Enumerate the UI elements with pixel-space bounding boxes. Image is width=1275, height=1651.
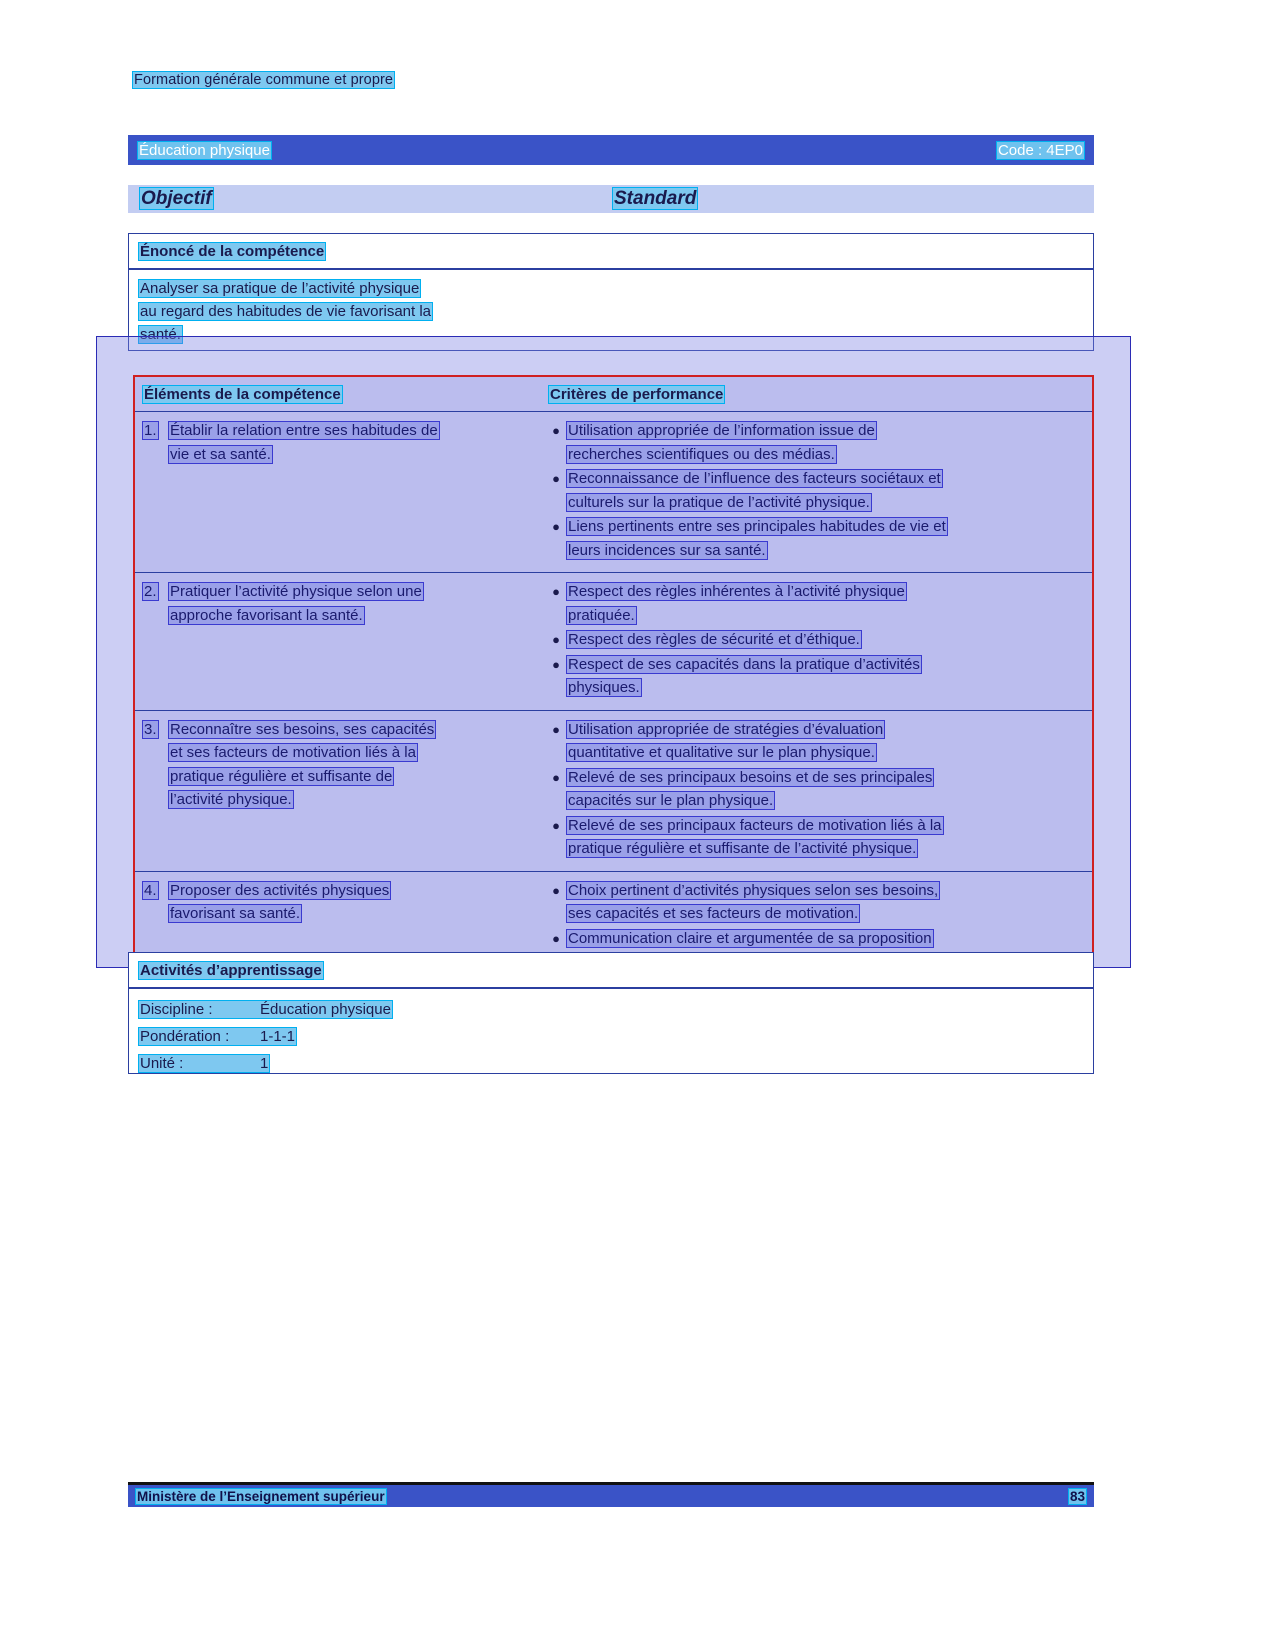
- criterion-line-text: Communication claire et argumentée de sa proposition: [568, 929, 932, 947]
- activites-key: Unité :: [140, 1055, 184, 1072]
- element-item: [143, 718, 533, 812]
- element-cell: [135, 573, 541, 710]
- table-row: [135, 573, 1092, 711]
- standard-heading-text: Standard: [614, 188, 697, 209]
- activites-row-text: [139, 1001, 392, 1018]
- element-cell: [135, 711, 541, 871]
- criterion-line-text: recherches scientifiques ou des médias.: [568, 445, 835, 463]
- criterion-text: [567, 814, 943, 861]
- course-code-text: Code : 4EP0: [997, 141, 1083, 159]
- activites-key: Discipline :: [140, 1001, 213, 1018]
- enonce-line-text: santé.: [140, 326, 181, 343]
- table-header-elements: [135, 386, 541, 403]
- course-title-bar: [128, 135, 1094, 165]
- criterion-line-text: Respect des règles inhérentes à l’activité physique: [568, 583, 905, 600]
- criterion-line-text: Relevé de ses principaux besoins et de ses principales: [568, 768, 933, 786]
- activites-row: [139, 996, 1083, 1023]
- footer-page-number-text: 83: [1069, 1488, 1085, 1504]
- criterion-line-text: Respect de ses capacités dans la pratique d’activités: [568, 655, 920, 673]
- element-number: [143, 419, 169, 466]
- element-text: [169, 718, 435, 812]
- criterion-text: [567, 419, 876, 466]
- element-number: [143, 580, 169, 627]
- table-header-row: [135, 377, 1092, 412]
- criterion-line-text: Respect des règles de sécurité et d’éthique.: [568, 631, 860, 648]
- footer-page-number: [1069, 1489, 1086, 1504]
- criterion-text: [567, 766, 933, 813]
- objectif-standard-bar: [128, 185, 1094, 213]
- bullet-icon: ●: [552, 882, 560, 898]
- criterion-line-text: quantitative et qualitative sur le plan physique.: [568, 744, 875, 761]
- objectif-heading: [140, 188, 213, 210]
- criterion-text: [567, 653, 921, 700]
- element-line-text: Établir la relation entre ses habitudes de: [170, 422, 438, 439]
- enonce-line-text: au regard des habitudes de vie favorisant la: [140, 303, 432, 320]
- bullet-icon: ●: [552, 584, 560, 599]
- criterion-text: [567, 628, 861, 652]
- criterion: [545, 879, 1084, 926]
- standard-heading: [613, 188, 697, 210]
- element-line-text: Pratiquer l’activité physique selon une: [170, 583, 422, 600]
- bullet-icon: ●: [552, 471, 560, 486]
- element-item: [143, 419, 533, 466]
- table-header-criteria-text: Critères de performance: [550, 385, 724, 403]
- activites-title: [139, 962, 323, 979]
- criterion-line-text: Utilisation appropriée de stratégies d’évaluation: [568, 720, 884, 738]
- criterion: [545, 628, 1084, 652]
- enonce-line: [139, 300, 1083, 323]
- criterion-line-text: Choix pertinent d’activités physiques selon ses besoins,: [568, 881, 939, 899]
- criterion-line-text: culturels sur la pratique de l’activité physique.: [568, 493, 870, 511]
- element-text: [169, 580, 423, 627]
- enonce-header: [128, 233, 1094, 269]
- criterion: [545, 653, 1084, 700]
- enonce-line-text: Analyser sa pratique de l’activité physique: [140, 280, 420, 297]
- enonce-title: [139, 243, 325, 260]
- element-cell: [135, 412, 541, 572]
- criteria-cell: [541, 573, 1092, 710]
- bullet-icon: ●: [552, 632, 560, 647]
- element-line-text: Proposer des activités physiques: [170, 881, 390, 899]
- footer-source-text: Ministère de l’Enseignement supérieur: [137, 1488, 385, 1504]
- criterion-line-text: Reconnaissance de l’influence des facteurs sociétaux et: [568, 470, 941, 487]
- bullet-icon: ●: [552, 519, 560, 534]
- bullet-icon: ●: [552, 656, 560, 672]
- table-row: [135, 412, 1092, 573]
- element-line-text: Reconnaître ses besoins, ses capacités: [170, 720, 435, 738]
- course-code: [997, 142, 1084, 159]
- bullet-icon: ●: [552, 423, 560, 438]
- element-text: [169, 879, 390, 926]
- criterion-line-text: ses capacités et ses facteurs de motivation.: [568, 905, 859, 922]
- bullet-icon: ●: [552, 721, 560, 737]
- element-number: [143, 879, 169, 926]
- activites-header: [128, 952, 1094, 988]
- criterion: [545, 580, 1084, 627]
- criterion-line-text: pratiquée.: [568, 606, 635, 624]
- criterion-text: [567, 467, 942, 514]
- criterion-line-text: Relevé de ses principaux facteurs de motivation liés à la: [568, 816, 942, 834]
- table-row: [135, 711, 1092, 872]
- activites-title-text: Activités d’apprentissage: [140, 961, 322, 979]
- criterion-line-text: Utilisation appropriée de l’information issue de: [568, 422, 875, 439]
- criteria-cell: [541, 711, 1092, 871]
- criterion: [545, 766, 1084, 813]
- criterion-text: [567, 580, 906, 627]
- activites-row-text: [139, 1055, 269, 1072]
- activites-row-text: [139, 1028, 296, 1045]
- element-number-text: 1.: [144, 422, 157, 439]
- element-number-text: 4.: [144, 881, 157, 899]
- criterion: [545, 718, 1084, 765]
- section-label-text: Formation générale commune et propre: [134, 72, 394, 88]
- competence-table: [133, 375, 1094, 986]
- criterion-line-text: physiques.: [568, 679, 640, 696]
- element-line-text: et ses facteurs de motivation liés à la: [170, 744, 416, 761]
- table-header-criteria: [541, 386, 1092, 403]
- activites-key: Pondération :: [140, 1028, 230, 1045]
- criterion-line-text: leurs incidences sur sa santé.: [568, 541, 766, 559]
- enonce-title-text: Énoncé de la compétence: [140, 242, 325, 260]
- criteria-cell: [541, 412, 1092, 572]
- enonce-line: [139, 277, 1083, 300]
- course-title: [138, 142, 271, 159]
- criterion: [545, 419, 1084, 466]
- element-text: [169, 419, 439, 466]
- element-number-text: 3.: [144, 720, 157, 738]
- activites-value: Éducation physique: [260, 1001, 391, 1018]
- bullet-icon: ●: [552, 817, 560, 833]
- course-title-text: Éducation physique: [139, 141, 270, 159]
- element-line-text: approche favorisant la santé.: [170, 606, 363, 624]
- criterion-line-text: pratique régulière et suffisante de l’activité physique.: [568, 840, 917, 857]
- criterion-text: [567, 879, 939, 926]
- footer-bar: [128, 1485, 1094, 1507]
- criterion-line-text: Liens pertinents entre ses principales habitudes de vie et: [568, 518, 946, 535]
- activites-body: [128, 988, 1094, 1074]
- element-item: [143, 580, 533, 627]
- activites-row: [139, 1023, 1083, 1050]
- bullet-icon: ●: [552, 930, 560, 946]
- activites-value: 1: [260, 1055, 269, 1072]
- criterion: [545, 467, 1084, 514]
- bullet-icon: ●: [552, 769, 560, 785]
- element-number: [143, 718, 169, 812]
- element-line-text: vie et sa santé.: [170, 445, 271, 463]
- activites-value: 1-1-1: [260, 1028, 296, 1045]
- element-item: [143, 879, 533, 926]
- criterion: [545, 814, 1084, 861]
- criterion-text: [567, 718, 884, 765]
- element-line-text: l’activité physique.: [170, 791, 292, 808]
- activites-row: [139, 1050, 1083, 1077]
- element-number-text: 2.: [144, 583, 157, 600]
- criterion: [545, 515, 1084, 562]
- element-line-text: favorisant sa santé.: [170, 905, 301, 922]
- objectif-heading-text: Objectif: [141, 188, 212, 209]
- element-line-text: pratique régulière et suffisante de: [170, 767, 393, 785]
- table-header-elements-text: Éléments de la compétence: [144, 385, 341, 403]
- section-label: [133, 72, 394, 88]
- footer-source: [136, 1489, 386, 1504]
- criterion-line-text: capacités sur le plan physique.: [568, 792, 774, 809]
- criterion-text: [567, 515, 947, 562]
